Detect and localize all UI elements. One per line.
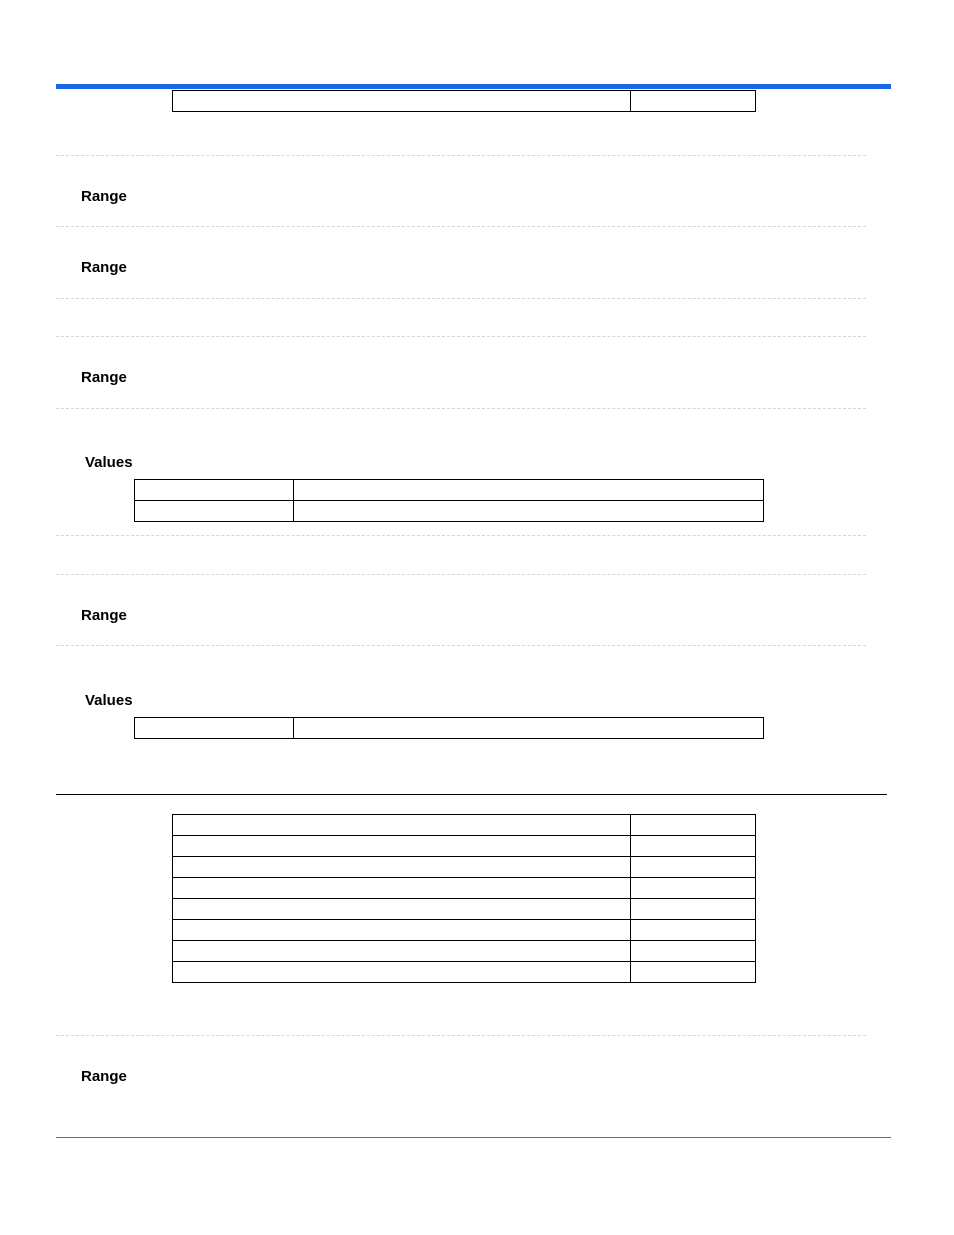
table-cell	[631, 899, 756, 920]
values-label: Values	[85, 454, 133, 471]
range-label: Range	[81, 1068, 127, 1085]
table-cell	[631, 962, 756, 983]
table-row	[173, 941, 756, 962]
dashed-separator	[56, 408, 866, 409]
table-row	[173, 91, 756, 112]
dashed-separator	[56, 535, 866, 536]
table-cell	[173, 962, 631, 983]
range-label: Range	[81, 259, 127, 276]
table-cell	[631, 836, 756, 857]
table-cell	[173, 899, 631, 920]
table-cell	[135, 480, 294, 501]
table-row	[173, 962, 756, 983]
dashed-separator	[56, 1035, 866, 1036]
footer-rule	[56, 1137, 891, 1138]
table-cell	[294, 480, 764, 501]
table-cell	[173, 836, 631, 857]
top-table	[172, 90, 756, 112]
dashed-separator	[56, 298, 866, 299]
table-row	[173, 836, 756, 857]
table-cell	[294, 501, 764, 522]
section-rule	[56, 794, 887, 795]
table-row	[173, 920, 756, 941]
values-label: Values	[85, 692, 133, 709]
table-cell	[294, 718, 764, 739]
table-cell	[631, 920, 756, 941]
table-cell	[173, 91, 631, 112]
range-label: Range	[81, 188, 127, 205]
dashed-separator	[56, 155, 866, 156]
table-row	[135, 480, 764, 501]
table-row	[173, 815, 756, 836]
values-table	[134, 717, 764, 739]
table-cell	[173, 878, 631, 899]
table-cell	[173, 857, 631, 878]
dashed-separator	[56, 574, 866, 575]
table-cell	[173, 815, 631, 836]
table-row	[135, 718, 764, 739]
table-cell	[135, 718, 294, 739]
header-rule	[56, 84, 891, 89]
table-cell	[631, 91, 756, 112]
table-cell	[631, 857, 756, 878]
table-cell	[173, 920, 631, 941]
range-label: Range	[81, 607, 127, 624]
table-cell	[631, 815, 756, 836]
table-cell	[631, 878, 756, 899]
table-row	[135, 501, 764, 522]
table-row	[173, 857, 756, 878]
table-cell	[173, 941, 631, 962]
range-label: Range	[81, 369, 127, 386]
values-table	[134, 479, 764, 522]
table-row	[173, 878, 756, 899]
table-row	[173, 899, 756, 920]
dashed-separator	[56, 226, 866, 227]
table-cell	[631, 941, 756, 962]
main-table	[172, 814, 756, 983]
table-cell	[135, 501, 294, 522]
dashed-separator	[56, 645, 866, 646]
dashed-separator	[56, 336, 866, 337]
